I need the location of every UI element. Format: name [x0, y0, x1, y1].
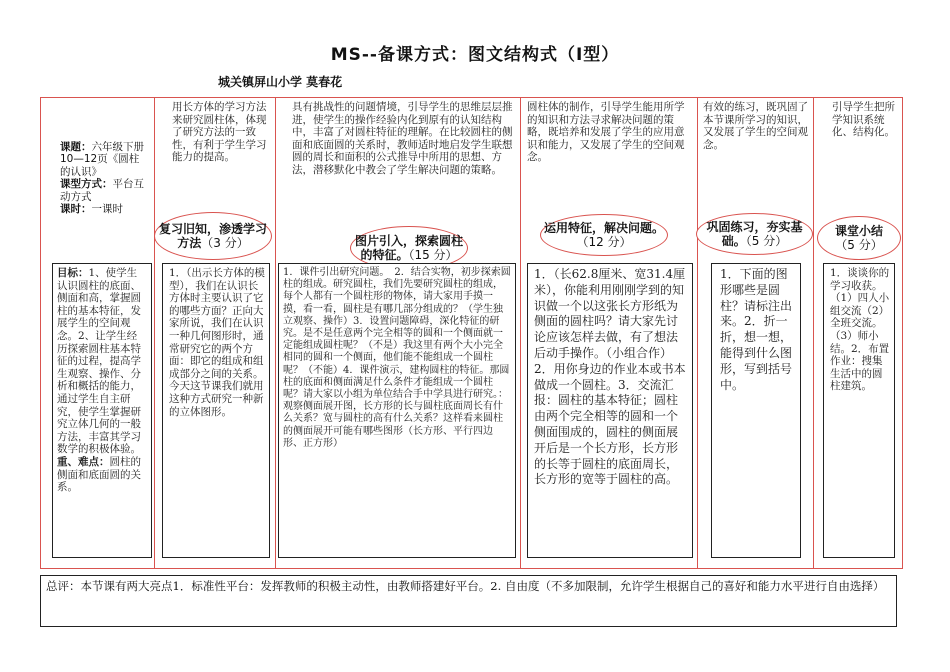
intro-text-explore: 具有挑战性的问题情境，引导学生的思维层层推进，使学生的操作经验内化到原有的认知结构中，丰富了对圆柱特征的理解。在比较圆柱的侧面和底面圆的关系时，教师适时地启发学生联想圆的周长和面积的公式推导中所用的思想、方法，潜移默化中教会了学生解决问题的策略。 — [292, 101, 513, 176]
course-info — [60, 141, 148, 215]
practice-content-box: 1．下面的图形哪些是圆柱？请标注出来。2．折一折，想一想，能得到什么图形，写到括号中。 — [711, 263, 801, 558]
explore-content-box: 1．课件引出研究问题。 2．结合实物，初步探索圆柱的组成。研究圆柱，我们先要研究圆柱的组成，每个人都有一个圆柱形的物体，请大家用手摸一摸，看一看，圆柱是有哪几部分组成的？（学生独立观察、操作）3．设置问题障碍，深化特征的研究。是不是任意两个完全相等的圆和一个侧面就一定能组成圆柱呢？（不是）我这里有两个大小完全相同的圆和一个侧面，他们能不能组成一个圆柱呢？（不能）4．课件演示，建构圆柱的特征。那圆柱的底面和侧面满足什么条件才能组成一个圆柱呢？请大家以小组为单位结合手中学具进行研究。：观察侧面展开图，长方形的长与圆柱底面周长有什么关系？宽与圆柱的高有什么关系？这样看来圆柱的侧面展开可能有哪些图形（长方形、平行四边形、正方形） — [278, 263, 516, 558]
time-value: 一课时 — [91, 203, 123, 216]
intro-text-review: 用长方体的学习方法来研究圆柱体，体现了研究方法的一致性，有利于学生学习能力的提高。 — [172, 101, 267, 164]
stage-summary: 课堂小结 （5 分） — [817, 216, 901, 260]
type-value: 平台互动方式 — [60, 178, 144, 203]
author-line: 城关镇屏山小学 莫春花 — [218, 75, 343, 89]
goals-label: 目标： — [57, 267, 89, 279]
key-points-text: 圆柱的侧面和底面圆的关系。 — [57, 455, 141, 494]
overall-evaluation: 总评：本节课有两大亮点1．标准性平台：发挥教师的积极主动性，由教师搭建好平台。2. 自由度（不多加限制，允许学生根据自己的喜好和能力水平进行自由选择） — [40, 575, 897, 627]
goals-text: 1、使学生认识圆柱的底面、侧面和高，掌握圆柱的基本特征，发展学生的空间观念。2、让学生经历探索圆柱基本特征的过程，提高学生观察、操作、分析和概括的能力，通过学生自主研究，使学生掌握研究立体几何的一般方法，丰富其学习数学的积极体验。 — [57, 267, 141, 456]
topic-value: 六年级下册10—12页《圆柱的认识》 — [60, 141, 144, 178]
intro-text-apply: 圆柱体的制作，引导学生能用所学的知识和方法寻求解决问题的策略，既培养和发展了学生的应用意识和能力，又发展了学生的空间观念。 — [527, 101, 685, 164]
intro-text-practice: 有效的练习，既巩固了本节课所学习的知识，又发展了学生的空间观念。 — [703, 101, 808, 151]
goals-box — [52, 263, 152, 558]
column-divider — [275, 97, 276, 569]
type-label: 课型方式： — [60, 178, 113, 191]
column-divider — [154, 97, 155, 569]
stage-explore: 图片引入，探索圆柱的特征。（15 分） — [350, 226, 468, 270]
review-content-box: 1．（出示长方体的模型），我们在认识长方体时主要认识了它的哪些方面？正向大家所说，我们在认识一种几何图形时，通常研究它的两个方面：即它的组成和组成部分之间的关系。今天这节课我们就用这种方式研究一种新的立体图形。 — [162, 263, 270, 558]
topic-label: 课题： — [60, 141, 92, 153]
column-divider — [813, 97, 814, 569]
page-title: MS--备课方式：图文结构式（Ⅰ型） — [330, 45, 620, 65]
time-label: 课时： — [60, 203, 92, 216]
summary-content-box: 1．谈谈你的学习收获。（1）四人小组交流（2）全班交流。（3）师小结。2．布置作业：搜集生活中的圆柱建筑。 — [823, 263, 895, 558]
column-divider — [520, 97, 521, 569]
key-points-label: 重、难点： — [57, 455, 110, 468]
stage-apply: 运用特征，解决问题。（12 分） — [540, 214, 668, 256]
intro-text-summary: 引导学生把所学知识系统化、结构化。 — [832, 101, 895, 139]
column-divider — [697, 97, 698, 569]
apply-content-box: 1．（长62.8厘米、宽31.4厘米），你能利用刚刚学到的知识做一个以这张长方形纸为侧面的圆柱吗？请大家先讨论应该怎样去做，有了想法后动手操作。（小组合作）2．用你身边的作业本或书本做成一个圆柱。3．交流汇报：圆柱的基本特征；圆柱由两个完全相等的圆和一个侧面围成的，圆柱的侧面展开后是一个长方形，长方形的长等于圆柱的底面周长，长方形的宽等于圆柱的高。 — [527, 263, 693, 558]
stage-practice: 巩固练习，夯实基础。（5 分） — [696, 213, 813, 255]
stage-review: 复习旧知，渗透学习方法（3 分） — [154, 212, 272, 260]
